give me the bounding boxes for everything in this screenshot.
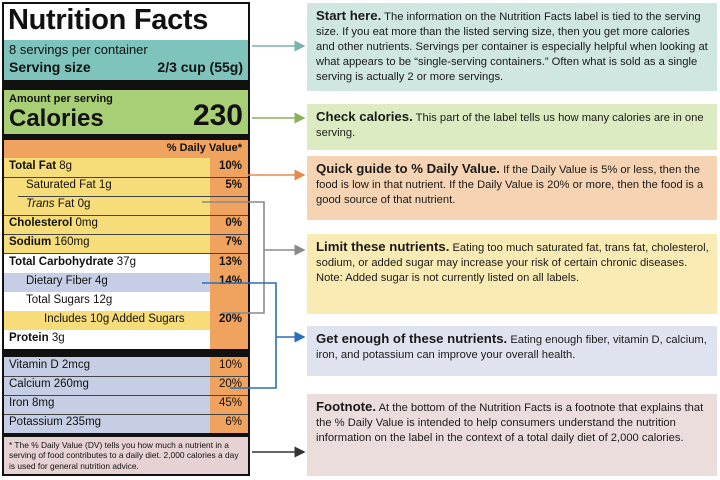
callout-body: At the bottom of the Nutrition Facts is a footnote that explains that the % Daily Value is intended to help consumers understand the nutrition information on the label in the context of a total daily diet of 2,000 calories. <box>316 402 704 444</box>
nutrient-name: Dietary Fiber <box>26 275 92 287</box>
nutrient-row-total-carbohydrate <box>4 254 248 273</box>
callout-heading: Get enough of these nutrients. <box>316 331 508 346</box>
nutrient-name: Total Sugars <box>26 294 90 306</box>
nutrient-name: Protein <box>9 332 49 344</box>
serving-size-label: Serving size <box>9 59 91 75</box>
nutrient-amount: 12g <box>93 294 113 306</box>
nutrient-name: Cholesterol <box>9 217 73 229</box>
nutrient-name: Sodium <box>9 236 52 248</box>
nutrient-amount: 0g <box>77 198 91 210</box>
nutrient-row-trans-fat <box>4 196 248 215</box>
vitamin-row-vitamin-d <box>4 357 248 376</box>
nutrient-amount: 8g <box>59 160 73 172</box>
nutrient-name-suffix: Fat <box>57 198 75 210</box>
nutrition-facts-label <box>2 2 250 476</box>
calories-value: 230 <box>192 99 243 132</box>
callout-footnote <box>307 394 717 476</box>
vitamin-row-potassium <box>4 414 248 433</box>
label-title-band <box>4 4 248 40</box>
callout-get-enough <box>307 326 717 376</box>
daily-value-header: % Daily Value* <box>166 142 242 154</box>
callout-limit-nutrients <box>307 234 717 314</box>
nutrient-amount: 3g <box>51 332 65 344</box>
amount-per-serving: Amount per serving <box>9 93 113 105</box>
nutrient-amount: 37g <box>116 256 136 268</box>
footnote-band <box>4 437 248 476</box>
nutrient-row-cholesterol <box>4 215 248 234</box>
vitamin-dv: 45% <box>218 397 242 409</box>
callout-heading: Limit these nutrients. <box>316 239 450 254</box>
nutrient-row-added-sugars <box>4 311 248 330</box>
vitamin-name: Calcium <box>9 378 51 390</box>
vitamin-name: Iron <box>9 397 29 409</box>
nutrient-row-total-sugars <box>4 292 248 311</box>
daily-value-header-band <box>4 140 248 158</box>
callout-body: The information on the Nutrition Facts label is tied to the serving size. If you eat more than the listed serving size, then you get more calories and other nutrients. Servings per container is especially helpful when looking at what appears to be “single-serving containers.” Often what is sold as a single serving is actually 2 or more servings. <box>316 11 708 83</box>
callout-heading: Footnote. <box>316 399 377 414</box>
callout-heading: Start here. <box>316 8 382 23</box>
callout-body: Eating too much saturated fat, trans fat, cholesterol, sodium, or added sugar may increase your risk of certain chronic diseases. Note: Added sugar is not currently listed on all labels. <box>316 242 709 284</box>
label-title: Nutrition Facts <box>8 4 209 36</box>
nutrient-amount: 160mg <box>54 236 90 248</box>
vitamin-dv: 20% <box>218 378 242 390</box>
nutrient-dv: 10% <box>218 160 242 172</box>
vitamin-amount: 2mcg <box>61 359 90 371</box>
callout-heading: Quick guide to % Daily Value. <box>316 161 500 176</box>
calories-section <box>4 90 248 134</box>
nutrient-dv: 14% <box>218 275 242 287</box>
nutrient-dv: 13% <box>218 256 242 268</box>
vitamin-name: Potassium <box>9 416 63 428</box>
callout-quick-guide <box>307 156 717 220</box>
vitamin-row-calcium <box>4 376 248 395</box>
calories-label: Calories <box>9 105 104 132</box>
nutrient-name: Trans <box>26 198 55 210</box>
label-footnote: * The % Daily Value (DV) tells you how much a nutrient in a serving of food contributes to a daily diet. 2,000 calories a day is used for general nutrition advice. <box>9 440 239 471</box>
callout-body: If the Daily Value is 5% or less, then the food is low in that nutrient. If the Daily Value is 20% or more, then the food is a good source of that nutrient. <box>316 164 704 206</box>
thick-rule-vitamins <box>4 349 248 357</box>
vitamin-amount: 8mg <box>32 397 55 409</box>
nutrient-name: Saturated Fat <box>26 179 96 191</box>
callout-body: This part of the label tells us how many calories are in one serving. <box>316 112 704 139</box>
nutrient-row-saturated-fat <box>4 177 248 196</box>
serving-size-value: 2/3 cup (55g) <box>157 59 243 75</box>
vitamin-amount: 235mg <box>65 416 102 428</box>
nutrient-dv: 5% <box>225 179 242 191</box>
servings-per-container: 8 servings per container <box>9 42 148 57</box>
callout-heading: Check calories. <box>316 109 413 124</box>
nutrient-row-sodium <box>4 234 248 253</box>
vitamin-dv: 10% <box>218 359 242 371</box>
nutrient-name: Total Carbohydrate <box>9 256 114 268</box>
nutrient-row-protein <box>4 330 248 349</box>
serving-section <box>4 40 248 80</box>
nutrient-name: Total Fat <box>9 160 57 172</box>
nutrient-name: Includes 10g Added Sugars <box>44 313 185 325</box>
callout-start-here <box>307 3 717 91</box>
thick-rule <box>4 80 248 90</box>
nutrient-amount: 4g <box>95 275 108 287</box>
vitamin-row-iron <box>4 395 248 414</box>
nutrient-row-total-fat <box>4 158 248 177</box>
vitamin-name: Vitamin D <box>9 359 59 371</box>
nutrient-dv: 7% <box>225 236 242 248</box>
nutrient-dv: 20% <box>218 313 242 325</box>
vitamin-dv: 6% <box>225 416 242 428</box>
callout-body: Eating enough fiber, vitamin D, calcium, iron, and potassium can improve your overall health. <box>316 334 707 361</box>
callout-check-calories <box>307 104 717 150</box>
vitamin-amount: 260mg <box>53 378 89 390</box>
nutrient-row-dietary-fiber <box>4 273 248 292</box>
nutrient-amount: 0mg <box>75 217 98 229</box>
nutrient-amount: 1g <box>98 179 112 191</box>
nutrient-dv: 0% <box>225 217 242 229</box>
